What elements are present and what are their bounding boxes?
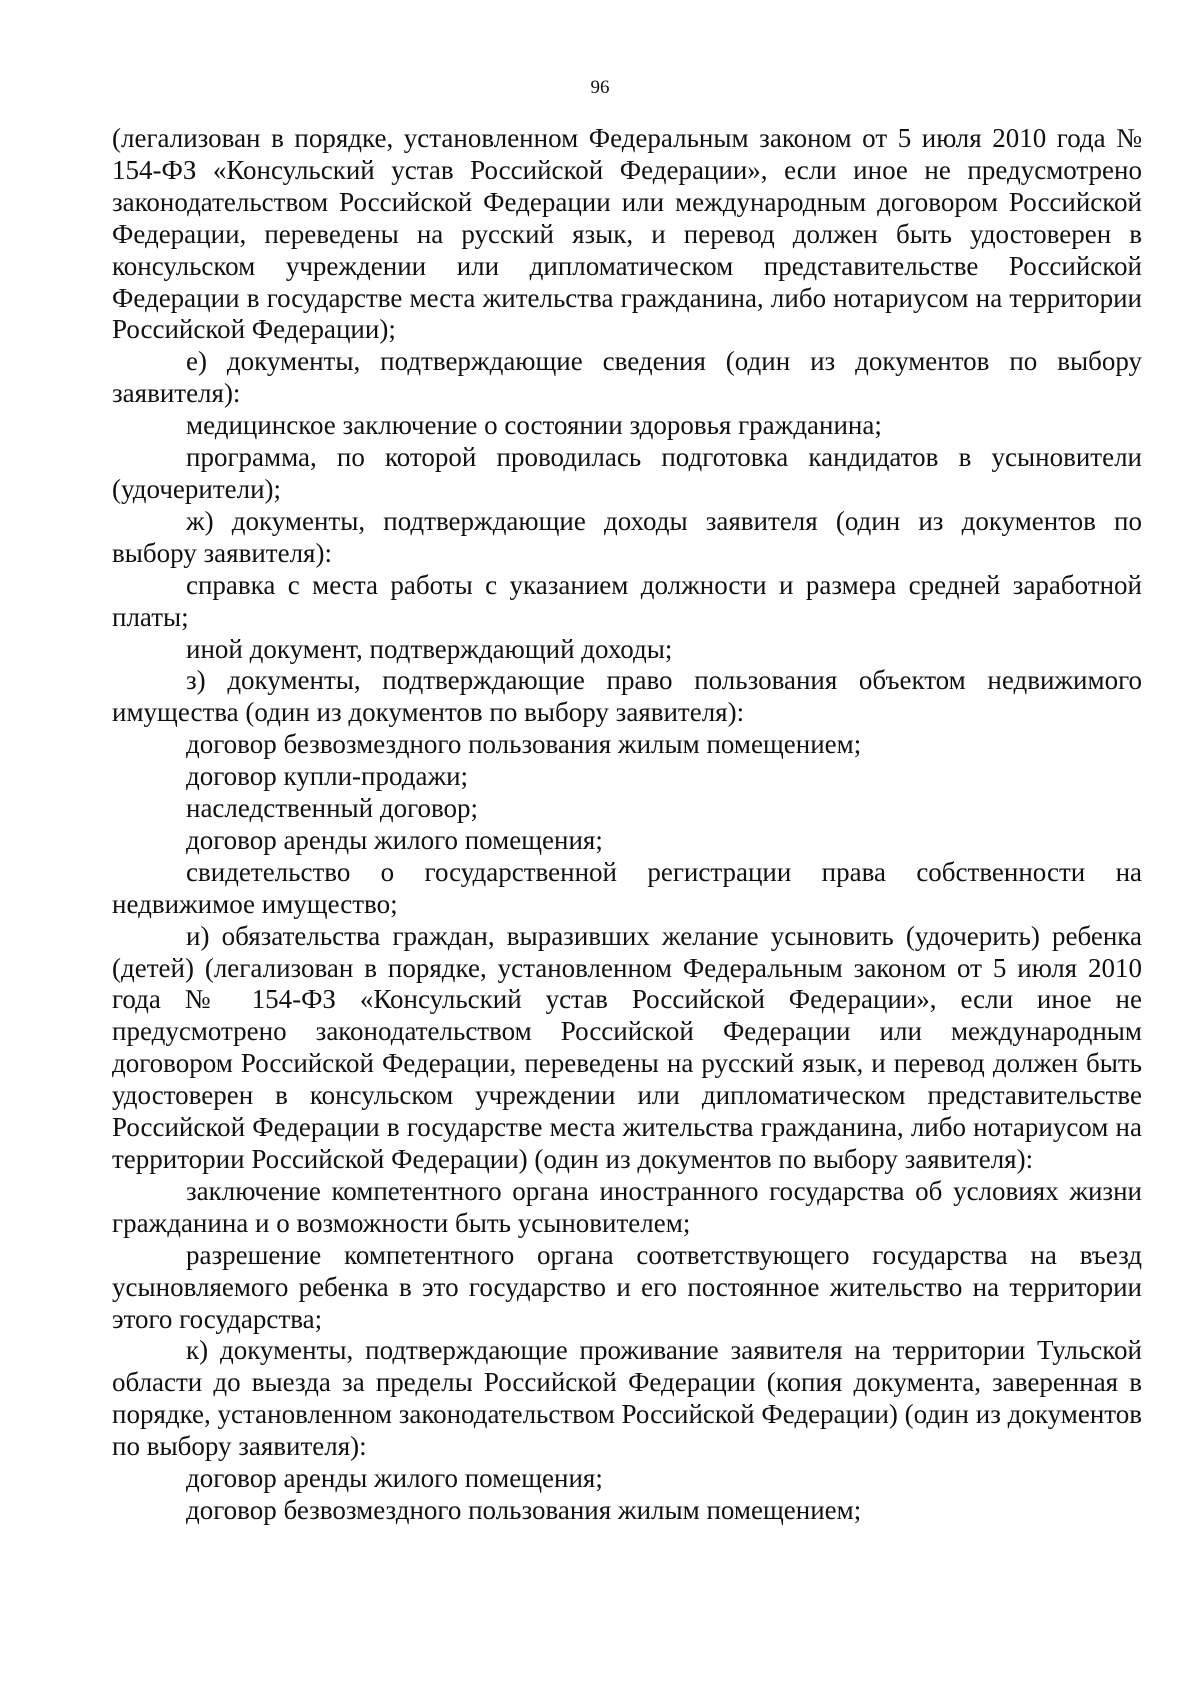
page-number: 96 — [590, 77, 610, 98]
paragraph: наследственный договор; — [186, 793, 479, 824]
paragraph: е) документы, подтверждающие сведения (один из документов по выбору заявителя): — [112, 346, 1142, 409]
document-body — [112, 123, 1142, 1527]
paragraph: разрешение компетентного органа соответствующего государства на въезд усыновляемого ребенка в это государство и его постоянное жительство на территории этого государства; — [112, 1239, 1142, 1334]
paragraph: справка с места работы с указанием должности и размера средней заработной платы; — [112, 569, 1142, 632]
paragraph: з) документы, подтверждающие право пользования объектом недвижимого имущества (один из документов по выбору заявителя): — [112, 665, 1142, 728]
paragraph: договор купли-продажи; — [186, 761, 469, 792]
paragraph: ж) документы, подтверждающие доходы заявителя (один из документов по выбору заявителя): — [112, 505, 1142, 568]
paragraph: договор аренды жилого помещения; — [186, 824, 603, 855]
paragraph: заключение компетентного органа иностранного государства об условиях жизни гражданина и о возможности быть усыновителем; — [112, 1175, 1142, 1238]
paragraph: и) обязательства граждан, выразивших желание усыновить (удочерить) ребенка (детей) (легализован в порядке, установленном Федеральным законом от 5 июля 2010 года № 154-ФЗ «Консульский устав Российской Федерации», если иное не предусмотрено законодательством Российской Федерации или международным договором Российской Федерации, переведены на русский язык, и перевод должен быть удостоверен в консульском учреждении или дипломатическом представительстве Российской Федерации в государстве места жительства гражданина, либо нотариусом на территории Российской Федерации) (один из документов по выбору заявителя): — [112, 920, 1142, 1174]
paragraph: договор безвозмездного пользования жилым помещением; — [186, 1494, 862, 1525]
paragraph: к) документы, подтверждающие проживание заявителя на территории Тульской области до выезда за пределы Российской Федерации (копия документа, заверенная в порядке, установленном законодательством Российской Федерации) (один из документов по выбору заявителя): — [112, 1335, 1142, 1462]
paragraph: медицинское заключение о состоянии здоровья гражданина; — [186, 410, 882, 441]
paragraph: программа, по которой проводилась подготовка кандидатов в усыновители (удочерители); — [112, 442, 1142, 504]
paragraph: свидетельство о государственной регистрации права собственности на недвижимое имущество; — [112, 856, 1142, 919]
paragraph: иной документ, подтверждающий доходы; — [186, 633, 673, 664]
paragraph: договор аренды жилого помещения; — [186, 1463, 603, 1494]
paragraph: (легализован в порядке, установленном Федеральным законом от 5 июля 2010 года № 154-ФЗ «Консульский устав Российской Федерации», если иное не предусмотрено законодательством Российской Федерации или международным договором Российской Федерации, переведены на русский язык, и перевод должен быть удостоверен в консульском учреждении или дипломатическом представительстве Российской Федерации в государстве места жительства гражданина, либо нотариусом на территории Российской Федерации); — [112, 123, 1142, 345]
paragraph: договор безвозмездного пользования жилым помещением; — [186, 729, 862, 760]
